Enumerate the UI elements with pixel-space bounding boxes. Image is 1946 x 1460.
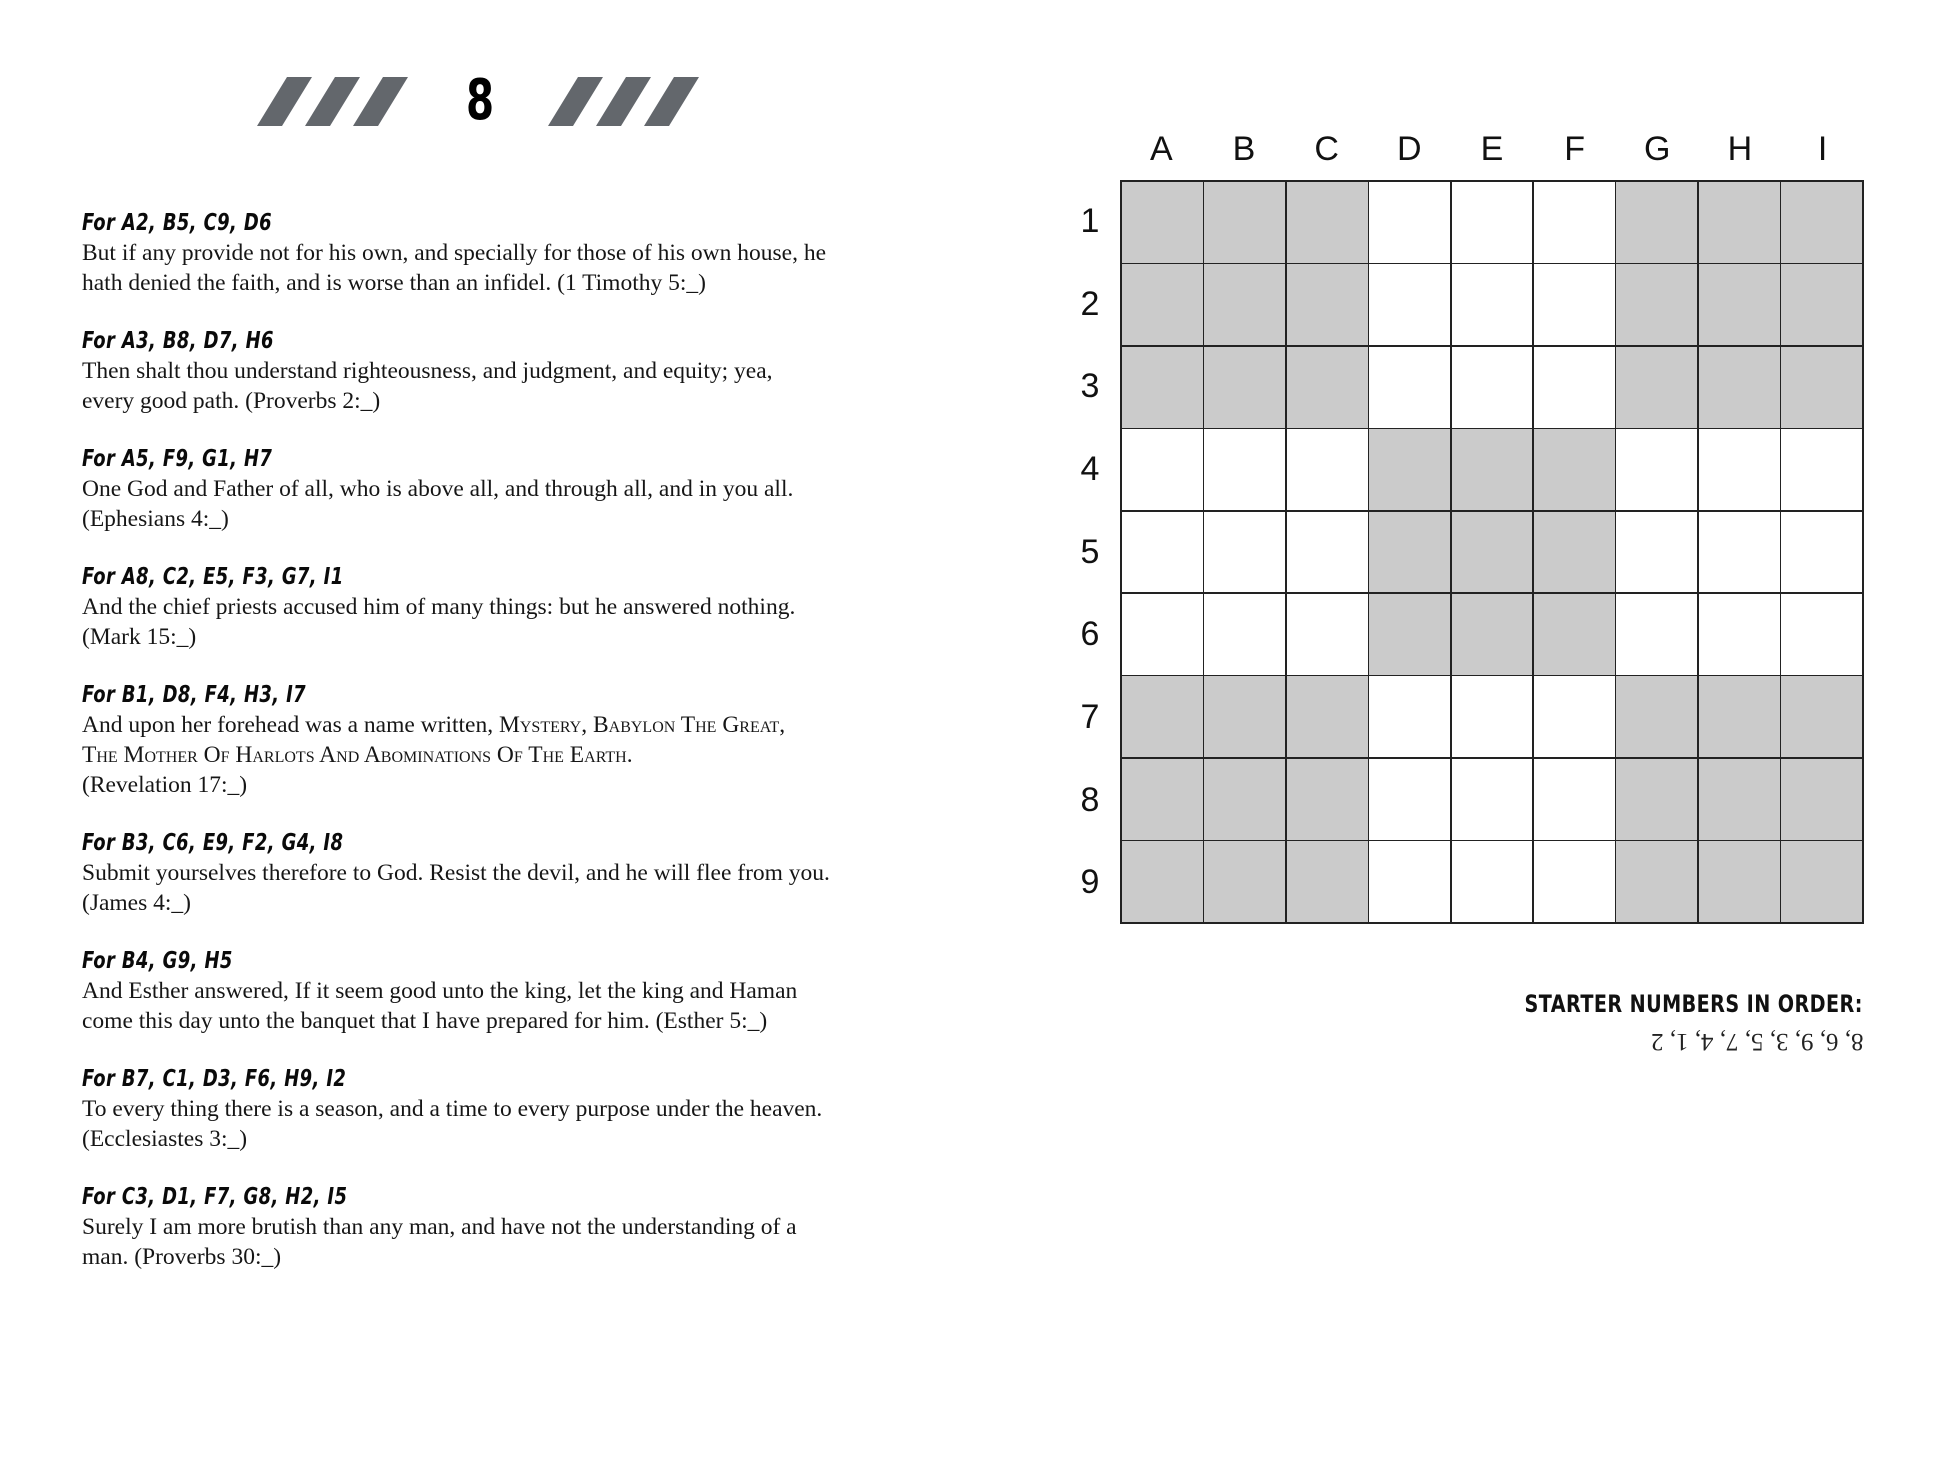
clue-text: every good path. (Proverbs 2:_) [82, 388, 381, 414]
grid-cell-B5[interactable] [1204, 512, 1285, 593]
puzzle-number: 8 [465, 68, 495, 133]
grid-cell-I5[interactable] [1781, 512, 1862, 593]
starter-answer-upside-down: 8, 6, 9, 3, 5, 7, 4, 1, 2 [1650, 1028, 1863, 1055]
clue-cells: For B1, D8, F4, H3, I7 [82, 682, 307, 708]
grid-cell-E6[interactable] [1452, 594, 1533, 675]
grid-cell-B4[interactable] [1204, 429, 1285, 510]
grid-cell-H1[interactable] [1699, 182, 1780, 263]
grid-cell-E5[interactable] [1452, 512, 1533, 593]
grid-cell-B9[interactable] [1204, 841, 1285, 922]
clue-cells: For A5, F9, G1, H7 [82, 446, 273, 472]
clue-item [82, 208, 902, 298]
stripe-decoration [305, 77, 360, 126]
grid-cell-D3[interactable] [1369, 347, 1450, 428]
grid-cell-E4[interactable] [1452, 429, 1533, 510]
grid-cell-D9[interactable] [1369, 841, 1450, 922]
grid-cell-A8[interactable] [1122, 759, 1203, 840]
grid-cell-C8[interactable] [1287, 759, 1368, 840]
grid-cell-G6[interactable] [1616, 594, 1697, 675]
stripe-decoration [596, 77, 651, 126]
grid-cell-F7[interactable] [1534, 676, 1615, 757]
clue-item [82, 946, 902, 1036]
grid-cell-I7[interactable] [1781, 676, 1862, 757]
grid-cell-I1[interactable] [1781, 182, 1862, 263]
stripe-decoration [644, 77, 699, 126]
grid-cell-B1[interactable] [1204, 182, 1285, 263]
clue-cells: For B7, C1, D3, F6, H9, I2 [82, 1066, 347, 1092]
clue-item [82, 1182, 902, 1272]
clue-item [82, 680, 902, 800]
grid-cell-D6[interactable] [1369, 594, 1450, 675]
grid-cell-E2[interactable] [1452, 264, 1533, 345]
clue-text: come this day unto the banquet that I have prepared for him. (Esther 5:_) [82, 1008, 768, 1034]
grid-cell-D8[interactable] [1369, 759, 1450, 840]
grid-cell-C4[interactable] [1287, 429, 1368, 510]
grid-cell-E7[interactable] [1452, 676, 1533, 757]
grid-cell-I2[interactable] [1781, 264, 1862, 345]
clue-cells: For C3, D1, F7, G8, H2, I5 [82, 1184, 348, 1210]
clue-text: (Revelation 17:_) [82, 772, 248, 798]
row-labels [1070, 180, 1110, 924]
grid-cell-E3[interactable] [1452, 347, 1533, 428]
grid-cell-F8[interactable] [1534, 759, 1615, 840]
grid-cell-G3[interactable] [1616, 347, 1697, 428]
starter-numbers [1440, 988, 1863, 1056]
clue-text: man. (Proverbs 30:_) [82, 1244, 282, 1270]
row-label: 7 [1080, 697, 1100, 736]
clue-cells: For A2, B5, C9, D6 [82, 210, 273, 236]
clue-cells: For B4, G9, H5 [82, 948, 233, 974]
clue-text: (James 4:_) [82, 890, 191, 916]
grid-cell-I9[interactable] [1781, 841, 1862, 922]
grid-cell-G1[interactable] [1616, 182, 1697, 263]
row-label: 2 [1080, 284, 1100, 323]
grid-cell-B6[interactable] [1204, 594, 1285, 675]
grid-cell-E1[interactable] [1452, 182, 1533, 263]
grid-cell-B7[interactable] [1204, 676, 1285, 757]
grid-cell-C5[interactable] [1287, 512, 1368, 593]
grid-cell-E9[interactable] [1452, 841, 1533, 922]
clue-text: The Mother Of Harlots And Abominations Of The Earth. [82, 742, 633, 768]
clue-text: To every thing there is a season, and a time to every purpose under the heaven. [82, 1096, 823, 1122]
row-label: 8 [1080, 780, 1100, 819]
grid-cell-F3[interactable] [1534, 347, 1615, 428]
row-label: 4 [1080, 449, 1100, 488]
grid-cell-D4[interactable] [1369, 429, 1450, 510]
grid-cell-F4[interactable] [1534, 429, 1615, 510]
row-label: 9 [1080, 863, 1100, 902]
column-label: A [1149, 130, 1173, 168]
column-label: C [1314, 130, 1339, 168]
grid-cell-C3[interactable] [1287, 347, 1368, 428]
stripe-decoration [353, 77, 408, 126]
grid-cell-H4[interactable] [1699, 429, 1780, 510]
grid-cell-G5[interactable] [1616, 512, 1697, 593]
grid-cell-A4[interactable] [1122, 429, 1203, 510]
grid-cell-B8[interactable] [1204, 759, 1285, 840]
grid-cell-C6[interactable] [1287, 594, 1368, 675]
grid-cell-G7[interactable] [1616, 676, 1697, 757]
row-label: 1 [1080, 202, 1100, 240]
grid-cell-A7[interactable] [1122, 676, 1203, 757]
grid-cell-C2[interactable] [1287, 264, 1368, 345]
grid-cell-I8[interactable] [1781, 759, 1862, 840]
clue-cells: For B3, C6, E9, F2, G4, I8 [82, 830, 344, 856]
grid-cell-A2[interactable] [1122, 264, 1203, 345]
clue-item [82, 1064, 902, 1154]
grid-cell-H8[interactable] [1699, 759, 1780, 840]
clue-item [82, 444, 902, 534]
starter-title: STARTER NUMBERS IN ORDER: [1524, 990, 1863, 1018]
clue-text: But if any provide not for his own, and specially for those of his own house, he [82, 240, 827, 266]
grid-cell-F2[interactable] [1534, 264, 1615, 345]
grid-cell-I4[interactable] [1781, 429, 1862, 510]
clue-text-part: And upon her forehead was a name written, [82, 712, 499, 738]
clue-text: (Ecclesiastes 3:_) [82, 1126, 248, 1152]
grid-cell-H9[interactable] [1699, 841, 1780, 922]
column-label: D [1397, 130, 1422, 168]
grid-cell-H7[interactable] [1699, 676, 1780, 757]
column-label: E [1480, 130, 1504, 168]
grid-cell-D5[interactable] [1369, 512, 1450, 593]
column-label: I [1817, 130, 1828, 168]
clue-text: Submit yourselves therefore to God. Resist the devil, and he will flee from you. [82, 860, 830, 886]
clue-cells: For A8, C2, E5, F3, G7, I1 [82, 564, 344, 590]
grid-cell-I6[interactable] [1781, 594, 1862, 675]
clue-item [82, 828, 902, 918]
grid-cell-F1[interactable] [1534, 182, 1615, 263]
column-label: G [1644, 130, 1671, 168]
clue-cells: For A3, B8, D7, H6 [82, 328, 274, 354]
clue-list [82, 208, 902, 1300]
grid-cell-C7[interactable] [1287, 676, 1368, 757]
grid-cell-A9[interactable] [1122, 841, 1203, 922]
grid-cell-A5[interactable] [1122, 512, 1203, 593]
stripe-decoration [548, 77, 603, 126]
sudoku-grid [1120, 180, 1864, 924]
row-label: 6 [1080, 615, 1100, 654]
grid-cell-I3[interactable] [1781, 347, 1862, 428]
grid-cell-D2[interactable] [1369, 264, 1450, 345]
grid-cell-D7[interactable] [1369, 676, 1450, 757]
grid-cell-H3[interactable] [1699, 347, 1780, 428]
grid-cell-G9[interactable] [1616, 841, 1697, 922]
grid-cell-G4[interactable] [1616, 429, 1697, 510]
clue-text: Surely I am more brutish than any man, and have not the understanding of a [82, 1214, 797, 1240]
grid-cell-H2[interactable] [1699, 264, 1780, 345]
clue-text: (Mark 15:_) [82, 624, 197, 650]
clue-text: And the chief priests accused him of many things: but he answered nothing. [82, 594, 796, 620]
grid-cell-A1[interactable] [1122, 182, 1203, 263]
clue-text: (Ephesians 4:_) [82, 506, 229, 532]
clue-text-smallcaps: Mystery, Babylon The Great, [498, 712, 786, 738]
clue-text: hath denied the faith, and is worse than an infidel. (1 Timothy 5:_) [82, 270, 706, 296]
clue-item [82, 562, 902, 652]
clue-text: One God and Father of all, who is above all, and through all, and in you all. [82, 476, 794, 502]
grid-cell-F6[interactable] [1534, 594, 1615, 675]
row-label: 5 [1080, 532, 1100, 571]
clue-text: And Esther answered, If it seem good unto the king, let the king and Haman [82, 978, 798, 1004]
column-label: B [1232, 130, 1256, 168]
grid-cell-G8[interactable] [1616, 759, 1697, 840]
grid-cell-H6[interactable] [1699, 594, 1780, 675]
row-label: 3 [1080, 367, 1100, 406]
grid-cell-D1[interactable] [1369, 182, 1450, 263]
grid-cell-B2[interactable] [1204, 264, 1285, 345]
grid-cell-A3[interactable] [1122, 347, 1203, 428]
grid-cell-G2[interactable] [1616, 264, 1697, 345]
grid-cell-A6[interactable] [1122, 594, 1203, 675]
grid-cell-F5[interactable] [1534, 512, 1615, 593]
grid-cell-H5[interactable] [1699, 512, 1780, 593]
puzzle-header [250, 68, 710, 133]
clue-text [82, 710, 902, 740]
stripe-decoration [257, 77, 312, 126]
grid-cell-B3[interactable] [1204, 347, 1285, 428]
column-label: F [1564, 130, 1585, 168]
grid-cell-E8[interactable] [1452, 759, 1533, 840]
grid-cell-C1[interactable] [1287, 182, 1368, 263]
grid-cell-F9[interactable] [1534, 841, 1615, 922]
column-label: H [1727, 130, 1753, 168]
clue-item [82, 326, 902, 416]
clue-text: Then shalt thou understand righteousness, and judgment, and equity; yea, [82, 358, 773, 384]
column-labels [1120, 128, 1864, 170]
grid-cell-C9[interactable] [1287, 841, 1368, 922]
